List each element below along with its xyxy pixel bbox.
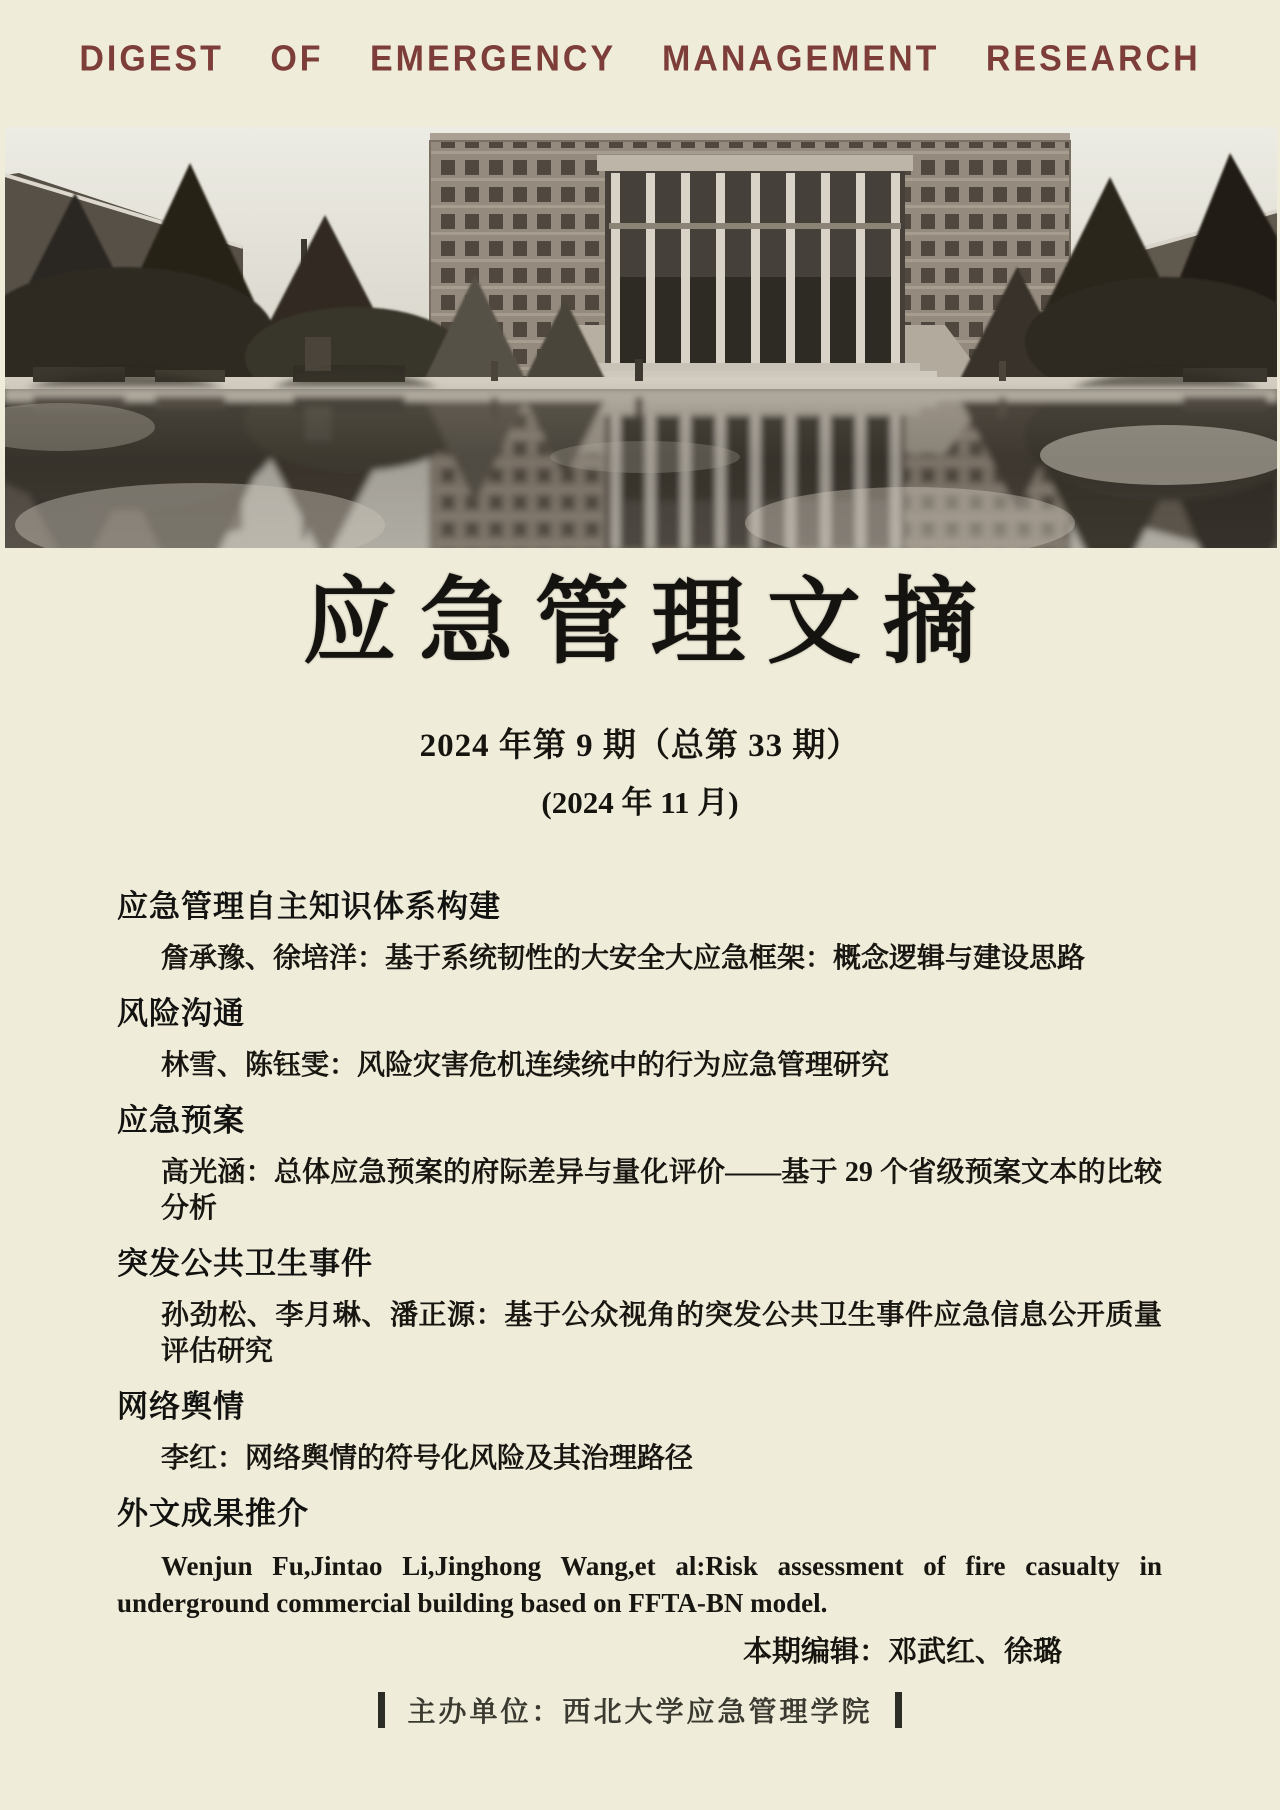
- toc-section-heading: 突发公共卫生事件: [117, 1246, 373, 1281]
- main-building: [430, 133, 1070, 389]
- toc-article: 高光涵：总体应急预案的府际差异与量化评价——基于 29 个省级预案文本的比较分析: [161, 1157, 1162, 1224]
- toc-article: 詹承豫、徐培洋：基于系统韧性的大安全大应急框架：概念逻辑与建设思路: [161, 943, 1086, 974]
- toc-article: 李红：网络舆情的符号化风险及其治理路径: [161, 1443, 694, 1474]
- organizer-label: 主办单位：西北大学应急管理学院: [407, 1696, 873, 1727]
- toc-section-heading: 风险沟通: [117, 996, 245, 1031]
- issue-editors-line: 本期编辑：邓武红、徐璐: [742, 1636, 1062, 1668]
- toc-section-heading: 网络舆情: [117, 1389, 245, 1424]
- campus-photo-illustration: [5, 127, 1277, 548]
- toc-section-emergency-plans: [117, 1102, 1162, 1227]
- toc-section-heading: 应急预案: [117, 1103, 245, 1138]
- journal-title-calligraphy: 应急管理文摘: [302, 567, 999, 677]
- toc-article: 孙劲松、李月琳、潘正源：基于公众视角的突发公共卫生事件应急信息公开质量评估研究: [161, 1300, 1162, 1367]
- footer-left-bar-icon: [378, 1692, 385, 1728]
- toc-section-risk-communication: [117, 995, 1162, 1084]
- toc-section-foreign-research: [117, 1495, 1162, 1622]
- toc-section-knowledge-system: [117, 888, 1162, 977]
- issue-date-line: (2024 年 11 月): [541, 785, 739, 820]
- water-reflection: [5, 371, 1277, 548]
- toc-section-online-public-opinion: [117, 1388, 1162, 1477]
- campus-photo: [5, 127, 1277, 548]
- portico: [597, 155, 913, 389]
- issue-number-line: 2024 年第 9 期（总第 33 期）: [419, 728, 861, 764]
- toc-section-heading: 应急管理自主知识体系构建: [117, 889, 501, 924]
- toc-article-english: Wenjun Fu,Jintao Li,Jinghong Wang,et al:Risk assessment of fire casualty in underground commercial building based on FFTA-BN model.: [117, 1551, 1162, 1618]
- toc-article: 林雪、陈钰雯：风险灾害危机连续统中的行为应急管理研究: [161, 1050, 890, 1081]
- portico-columns: [611, 173, 900, 389]
- photo-scene: [5, 127, 1277, 407]
- organizer-footer: [0, 1690, 1280, 1730]
- footer-right-bar-icon: [895, 1692, 902, 1728]
- table-of-contents: [0, 822, 1280, 1670]
- masthead-english-title: DIGEST OF EMERGENCY MANAGEMENT RESEARCH: [79, 39, 1201, 79]
- toc-section-heading: 外文成果推介: [117, 1496, 309, 1531]
- toc-section-public-health-emergencies: [117, 1245, 1162, 1370]
